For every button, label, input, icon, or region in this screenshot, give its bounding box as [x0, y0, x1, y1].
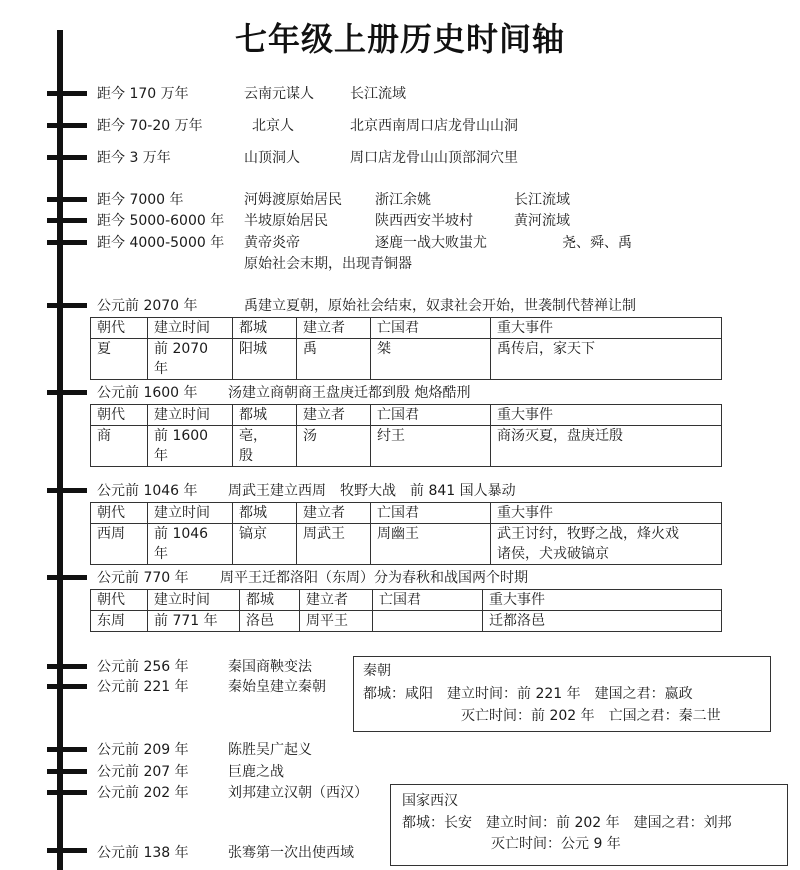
dynasty-last-ruler: 桀 — [371, 339, 491, 380]
dynasty-events: 迁都洛邑 — [483, 611, 722, 632]
event-date: 公元前 2070 年 — [97, 298, 198, 314]
dynasty-events: 武王讨纣，牧野之战，烽火戏 诸侯，犬戎破镐京 — [491, 524, 722, 565]
table-header: 都城 — [233, 503, 297, 524]
event-date: 距今 3 万年 — [97, 150, 171, 166]
event-subject: 河姆渡原始居民 — [244, 192, 342, 208]
table-header: 重大事件 — [483, 590, 722, 611]
western-han-info-box — [390, 784, 788, 866]
event-description: 周武王建立西周 牧野大战 前 841 国人暴动 — [228, 483, 516, 499]
event-date: 公元前 770 年 — [97, 570, 189, 586]
event-date: 距今 7000 年 — [97, 192, 184, 208]
table-header: 建立者 — [300, 590, 373, 611]
dynasty-table-western-zhou — [90, 502, 722, 565]
table-header-row — [91, 318, 722, 339]
event-description: 禹建立夏朝，原始社会结束，奴隶社会开始，世袭制代替禅让制 — [244, 298, 636, 314]
event-date: 公元前 221 年 — [97, 679, 189, 695]
event-date: 公元前 202 年 — [97, 785, 189, 801]
event-date: 距今 70-20 万年 — [97, 118, 203, 134]
qin-box-line: 灭亡时间：前 202 年 亡国之君：秦二世 — [461, 708, 721, 724]
event-place: 逐鹿一战大败蚩尤 — [375, 235, 487, 251]
han-box-line: 都城：长安 建立时间：前 202 年 建国之君：刘邦 — [402, 815, 732, 831]
timeline-tick — [47, 769, 87, 774]
event-date: 公元前 1046 年 — [97, 483, 198, 499]
event-date: 距今 4000-5000 年 — [97, 235, 225, 251]
dynasty-name: 东周 — [91, 611, 148, 632]
table-header: 建立时间 — [148, 405, 233, 426]
qin-box-title: 秦朝 — [363, 663, 391, 679]
event-subject: 黄帝炎帝 — [244, 235, 300, 251]
event-description: 张骞第一次出使西域 — [228, 845, 354, 861]
qin-box-line: 都城：咸阳 建立时间：前 221 年 建国之君：嬴政 — [363, 686, 693, 702]
dynasty-founder: 周平王 — [300, 611, 373, 632]
event-date: 距今 5000-6000 年 — [97, 213, 225, 229]
dynasty-capital: 亳， 殷 — [233, 426, 297, 467]
dynasty-founded: 前 771 年 — [148, 611, 240, 632]
event-date: 公元前 207 年 — [97, 764, 189, 780]
dynasty-founder: 周武王 — [297, 524, 371, 565]
dynasty-table-shang — [90, 404, 722, 467]
dynasty-table-xia — [90, 317, 722, 380]
event-subject: 山顶洞人 — [244, 150, 300, 166]
table-header: 朝代 — [91, 318, 148, 339]
han-box-title: 国家西汉 — [402, 793, 458, 809]
event-description: 周平王迁都洛阳（东周）分为春秋和战国两个时期 — [220, 570, 528, 586]
table-header: 亡国君 — [371, 318, 491, 339]
dynasty-founder: 汤 — [297, 426, 371, 467]
event-description: 巨鹿之战 — [228, 764, 284, 780]
table-header: 朝代 — [91, 590, 148, 611]
table-header-row — [91, 503, 722, 524]
event-place: 陕西西安半坡村 — [375, 213, 473, 229]
dynasty-table-eastern-zhou — [90, 589, 722, 632]
timeline-tick — [47, 790, 87, 795]
event-region: 尧、舜、禹 — [562, 235, 632, 251]
table-row — [91, 611, 722, 632]
event-subject: 北京人 — [252, 118, 294, 134]
timeline-tick — [47, 155, 87, 160]
timeline-tick — [47, 575, 87, 580]
dynasty-last-ruler: 周幽王 — [371, 524, 491, 565]
table-header: 朝代 — [91, 405, 148, 426]
timeline-tick — [47, 123, 87, 128]
table-header: 建立者 — [297, 405, 371, 426]
table-header: 建立者 — [297, 318, 371, 339]
dynasty-capital: 阳城 — [233, 339, 297, 380]
event-date: 公元前 1600 年 — [97, 385, 198, 401]
timeline-tick — [47, 684, 87, 689]
dynasty-capital: 洛邑 — [240, 611, 300, 632]
timeline-tick — [47, 848, 87, 853]
timeline-tick — [47, 664, 87, 669]
table-header: 亡国君 — [371, 405, 491, 426]
table-header: 亡国君 — [373, 590, 483, 611]
table-header: 重大事件 — [491, 503, 722, 524]
table-header-row — [91, 590, 722, 611]
table-header: 建立者 — [297, 503, 371, 524]
table-header: 建立时间 — [148, 590, 240, 611]
table-header: 建立时间 — [148, 503, 233, 524]
event-place: 浙江余姚 — [375, 192, 431, 208]
table-header: 都城 — [233, 318, 297, 339]
timeline-tick — [47, 91, 87, 96]
event-date: 公元前 209 年 — [97, 742, 189, 758]
dynasty-founded: 前 1600 年 — [148, 426, 233, 467]
dynasty-events: 禹传启，家天下 — [491, 339, 722, 380]
event-date: 公元前 138 年 — [97, 845, 189, 861]
event-note: 原始社会末期，出现青铜器 — [244, 256, 412, 272]
table-header: 都城 — [233, 405, 297, 426]
dynasty-events: 商汤灭夏，盘庚迁殷 — [491, 426, 722, 467]
timeline-tick — [47, 488, 87, 493]
qin-info-box — [353, 656, 771, 732]
table-row — [91, 426, 722, 467]
dynasty-capital: 镐京 — [233, 524, 297, 565]
event-region: 长江流域 — [514, 192, 570, 208]
table-header: 朝代 — [91, 503, 148, 524]
event-region: 黄河流域 — [514, 213, 570, 229]
table-header: 都城 — [240, 590, 300, 611]
dynasty-name: 商 — [91, 426, 148, 467]
event-description: 汤建立商朝商王盘庚迁都到殷 炮烙酷刑 — [228, 385, 471, 401]
table-header: 重大事件 — [491, 405, 722, 426]
event-description: 陈胜吴广起义 — [228, 742, 312, 758]
event-place: 北京西南周口店龙骨山山洞 — [350, 118, 518, 134]
timeline-tick — [47, 197, 87, 202]
table-row — [91, 339, 722, 380]
event-place: 长江流域 — [350, 86, 406, 102]
dynasty-last-ruler: 纣王 — [371, 426, 491, 467]
timeline-tick — [47, 390, 87, 395]
table-header: 建立时间 — [148, 318, 233, 339]
event-place: 周口店龙骨山山顶部洞穴里 — [350, 150, 518, 166]
event-description: 刘邦建立汉朝（西汉） — [228, 785, 368, 801]
table-header: 重大事件 — [491, 318, 722, 339]
event-description: 秦始皇建立秦朝 — [228, 679, 326, 695]
dynasty-founded: 前 2070 年 — [148, 339, 233, 380]
han-box-line: 灭亡时间：公元 9 年 — [491, 836, 621, 852]
timeline-tick — [47, 303, 87, 308]
timeline-tick — [47, 747, 87, 752]
dynasty-name: 西周 — [91, 524, 148, 565]
page-title: 七年级上册历史时间轴 — [234, 20, 565, 58]
table-header: 亡国君 — [371, 503, 491, 524]
event-date: 距今 170 万年 — [97, 86, 189, 102]
event-subject: 云南元谋人 — [244, 86, 314, 102]
table-header-row — [91, 405, 722, 426]
dynasty-founded: 前 1046 年 — [148, 524, 233, 565]
event-date: 公元前 256 年 — [97, 659, 189, 675]
timeline-tick — [47, 240, 87, 245]
event-description: 秦国商鞅变法 — [228, 659, 312, 675]
timeline-tick — [47, 218, 87, 223]
dynasty-name: 夏 — [91, 339, 148, 380]
table-row — [91, 524, 722, 565]
dynasty-founder: 禹 — [297, 339, 371, 380]
dynasty-last-ruler — [373, 611, 483, 632]
event-subject: 半坡原始居民 — [244, 213, 328, 229]
